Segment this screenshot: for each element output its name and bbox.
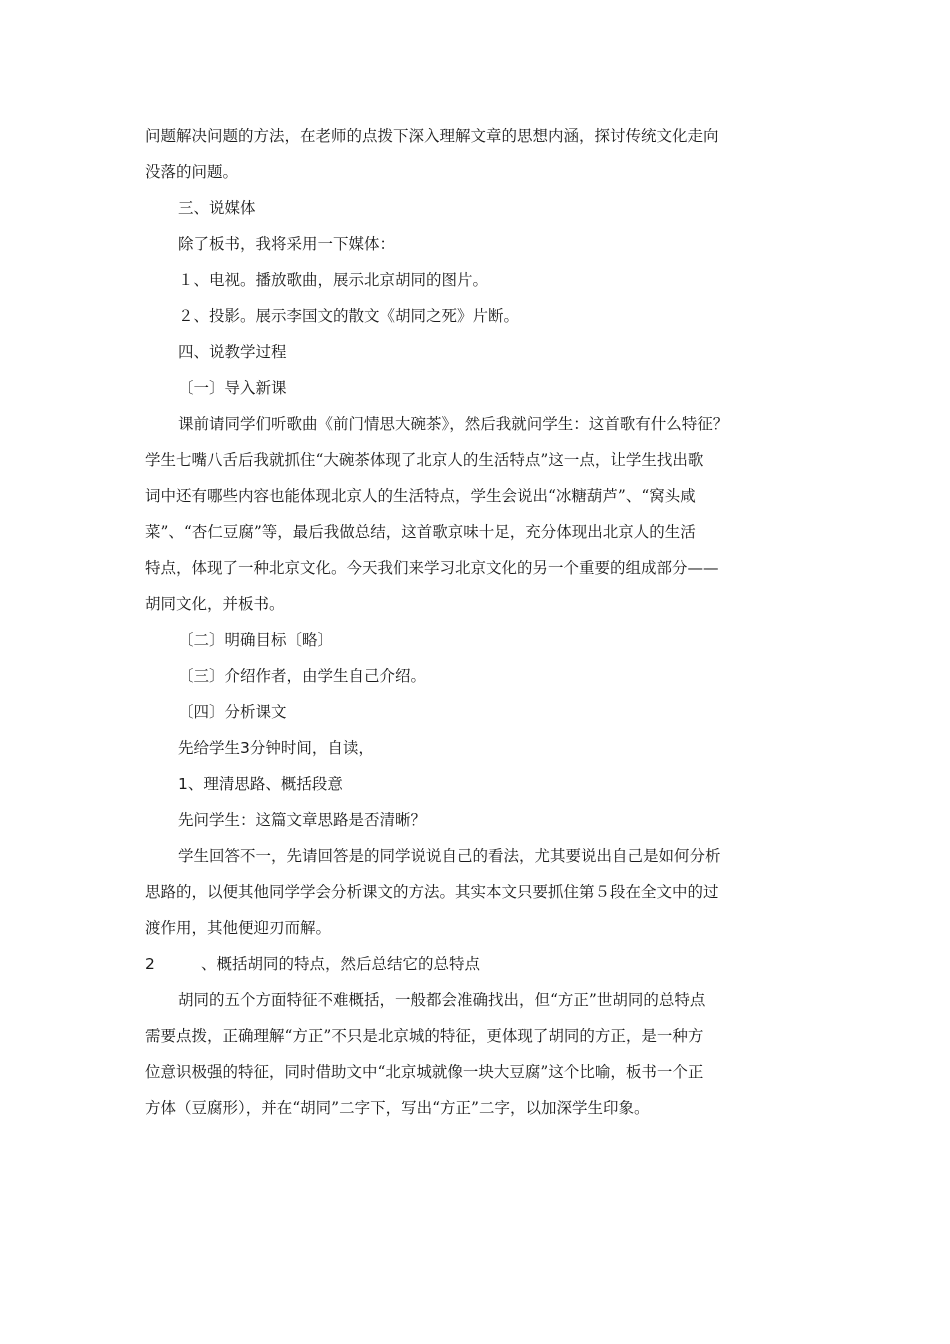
section-heading-media: 三、说媒体 [178, 199, 256, 217]
body-text [145, 118, 810, 1126]
paragraph-line: 胡同的五个方面特征不难概括，一般都会准确找出，但“方正”世胡同的总特点 [178, 991, 706, 1009]
section-heading-process: 四、说教学过程 [178, 343, 287, 361]
step-1-text: 、理清思路、概括段意 [187, 775, 343, 793]
paragraph-line: 学生回答不一，先请回答是的同学说说自己的看法，尤其要说出自己是如何分析 [178, 847, 721, 865]
paragraph-line: 方体（豆腐形），并在“胡同”二字下，写出“方正”二字，以加深学生印象。 [145, 1099, 650, 1117]
paragraph-line: 问题解决问题的方法，在老师的点拨下深入理解文章的思想内涵，探讨传统文化走向 [145, 127, 719, 145]
subheading-goal: 〔二〕明确目标〔略〕 [178, 631, 334, 649]
paragraph-line: 没落的问题。 [145, 163, 239, 181]
step-2 [145, 946, 810, 982]
paragraph-line [145, 730, 810, 766]
paragraph-line: 位意识极强的特征，同时借助文中“北京城就像一块大豆腐”这个比喻，板书一个正 [145, 1063, 704, 1081]
step-2-text: 、概括胡同的特点，然后总结它的总特点 [201, 955, 481, 973]
step-1 [145, 766, 810, 802]
list-item-tv: １、电视。播放歌曲，展示北京胡同的图片。 [178, 271, 489, 289]
paragraph-line: 先问学生：这篇文章思路是否清晰？ [178, 811, 427, 829]
paragraph-line: 学生七嘴八舌后我就抓住“大碗茶体现了北京人的生活特点”这一点，让学生找出歌 [145, 451, 704, 469]
paragraph-line: 词中还有哪些内容也能体现北京人的生活特点，学生会说出“冰糖葫芦”、“窝头咸 [145, 487, 696, 505]
paragraph-line: 胡同文化，并板书。 [145, 595, 285, 613]
read-suffix: 分钟时间，自读， [249, 739, 374, 757]
paragraph-line: 除了板书，我将采用一下媒体： [178, 235, 396, 253]
subheading-analysis: 〔四〕分析课文 [178, 703, 287, 721]
step-2-number: 2 [145, 955, 155, 973]
paragraph-line: 特点，体现了一种北京文化。今天我们来学习北京文化的另一个重要的组成部分—— [145, 559, 719, 577]
paragraph-line: 渡作用，其他便迎刃而解。 [145, 919, 332, 937]
list-item-projection: ２、投影。展示李国文的散文《胡同之死》片断。 [178, 307, 520, 325]
read-minutes: 3 [240, 739, 250, 757]
paragraph-line: 菜”、“杏仁豆腐”等，最后我做总结，这首歌京味十足，充分体现出北京人的生活 [145, 523, 696, 541]
read-prefix: 先给学生 [178, 739, 241, 757]
paragraph-line: 课前请同学们听歌曲《前门情思大碗茶》，然后我就问学生：这首歌有什么特征？ [178, 415, 729, 433]
subheading-intro: 〔一〕导入新课 [178, 379, 287, 397]
step-1-number: 1 [178, 775, 188, 793]
paragraph-line: 需要点拨，正确理解“方正”不只是北京城的特征，更体现了胡同的方正，是一种方 [145, 1027, 704, 1045]
paragraph-line: 思路的，以便其他同学学会分析课文的方法。其实本文只要抓住第５段在全文中的过 [145, 883, 719, 901]
subheading-author: 〔三〕介绍作者，由学生自己介绍。 [178, 667, 427, 685]
